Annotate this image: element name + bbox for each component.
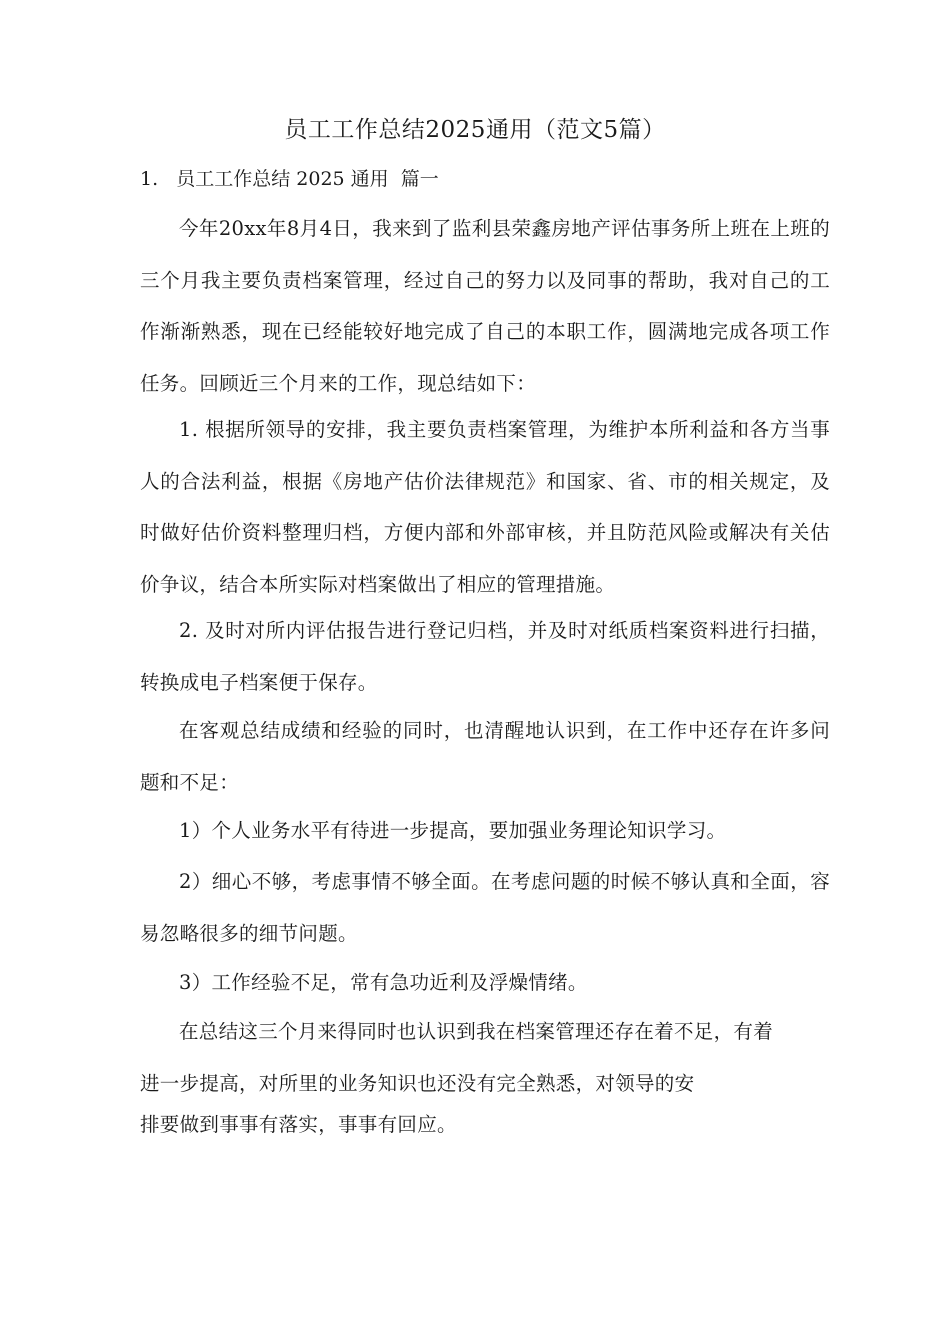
closing-line: 在总结这三个月来得同时也认识到我在档案管理还存在着不足，有着 [179,1020,774,1043]
paragraph-intro: 今年20xx年8月4日，我来到了监利县荣鑫房地产评估事务所上班在上班的三个月我主要负责档案管理，经过自己的努力以及同事的帮助，我对自己的工作渐渐熟悉，现在已经能较好地完成了自己的本职工作，圆满地完成各项工作任务。回顾近三个月来的工作，现总结如下： [140,217,830,395]
paragraph-problems: 在客观总结成绩和经验的同时，也清醒地认识到，在工作中还存在许多问题和不足： [140,719,830,794]
paragraph-item-1: 1. 根据所领导的安排，我主要负责档案管理，为维护本所利益和各方当事人的合法利益，根据《房地产估价法律规范》和国家、省、市的相关规定，及时做好估价资料整理归档，方便内部和外部审核，并且防范风险或解决有关估价争议，结合本所实际对档案做出了相应的管理措施。 [140,418,830,596]
section-heading: 1. 员工工作总结 2025 通用 篇一 [140,168,439,190]
paragraph-problem-3: 3）工作经验不足，常有急功近利及浮燥情绪。 [179,971,588,994]
paragraph-problem-1: 1）个人业务水平有待进一步提高，要加强业务理论知识学习。 [179,819,727,842]
document-title: 员工工作总结2025通用（范文5篇） [284,117,666,143]
closing-line: 进一步提高，对所里的业务知识也还没有完全熟悉，对领导的安 [140,1072,695,1095]
paragraph-problem-2: 2）细心不够，考虑事情不够全面。在考虑问题的时候不够认真和全面，容易忽略很多的细节问题。 [140,870,830,945]
paragraph-closing [140,1006,830,1140]
closing-line: 排要做到事事有落实，事事有回应。 [140,1113,457,1136]
paragraph-item-2: 2. 及时对所内评估报告进行登记归档，并及时对纸质档案资料进行扫描，转换成电子档案便于保存。 [140,619,830,694]
